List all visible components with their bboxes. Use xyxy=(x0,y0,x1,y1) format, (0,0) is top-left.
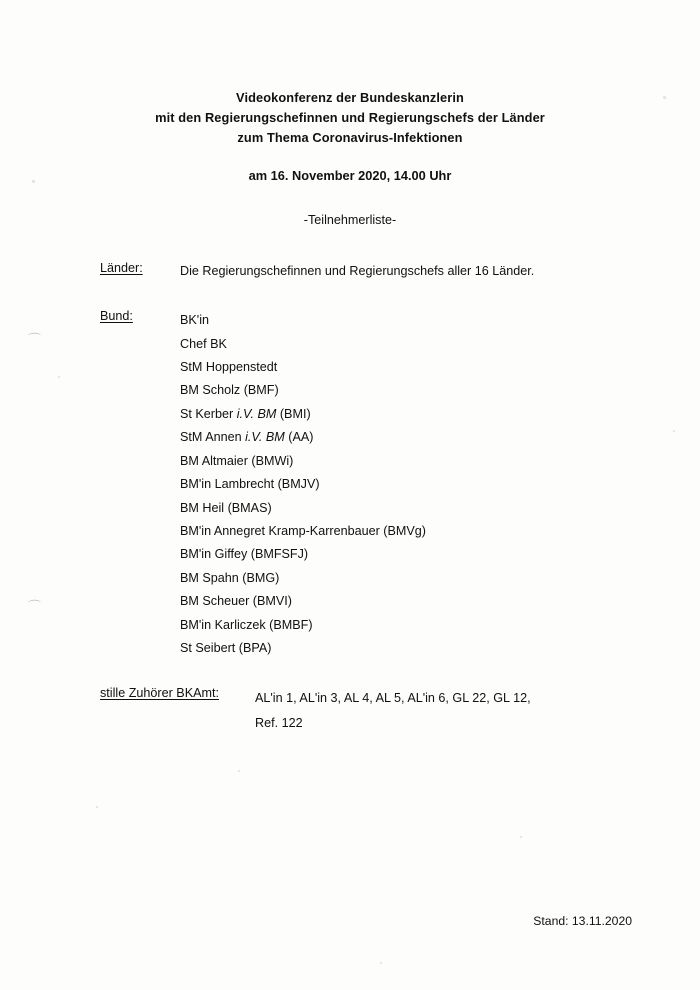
list-item: BM Heil (BMAS) xyxy=(180,500,272,515)
scan-speckle xyxy=(238,770,240,772)
section-bund xyxy=(0,309,700,660)
section-laender-text: Die Regierungschefinnen und Regierungschefs aller 16 Länder. xyxy=(180,264,535,279)
scan-smudge: ⌒ xyxy=(28,599,42,614)
document-subtitle: -Teilnehmerliste- xyxy=(303,213,397,228)
list-item: StM Hoppenstedt xyxy=(180,359,278,374)
scan-speckle xyxy=(96,806,98,808)
document-status-date: Stand: 13.11.2020 xyxy=(533,914,632,928)
section-laender-label: Länder: xyxy=(100,261,143,276)
list-item: BM Altmaier (BMWi) xyxy=(180,453,294,468)
list-item: BM Scholz (BMF) xyxy=(180,383,279,398)
list-item: BM'in Annegret Kramp-Karrenbauer (BMVg) xyxy=(180,523,426,538)
title-line-2: mit den Regierungschefinnen und Regierungschefs der Länder xyxy=(155,109,545,125)
list-item: Chef BK xyxy=(180,336,227,351)
list-item: BM'in Giffey (BMFSFJ) xyxy=(180,547,309,562)
section-stille-zuhoerer xyxy=(0,686,700,735)
list-item: St Seibert (BPA) xyxy=(180,641,272,656)
scan-smudge: ⌒ xyxy=(28,332,42,347)
section-stille-zuhoerer-body xyxy=(255,686,531,735)
list-item: BM'in Lambrecht (BMJV) xyxy=(180,477,320,492)
section-bund-label: Bund: xyxy=(100,309,133,324)
title-line-1: Videokonferenz der Bundeskanzlerin xyxy=(236,90,464,105)
list-item: BK'in xyxy=(180,313,210,328)
scan-speckle xyxy=(380,962,382,964)
meeting-datetime: am 16. November 2020, 14.00 Uhr xyxy=(248,168,452,184)
zuhoerer-line-2: Ref. 122 xyxy=(255,716,303,731)
list-item: BM Scheuer (BMVI) xyxy=(180,594,292,609)
participant-list xyxy=(180,309,426,660)
section-bund-body xyxy=(180,309,426,660)
title-line-3: zum Thema Coronavirus-Infektionen xyxy=(237,129,463,145)
list-item: BM'in Karliczek (BMBF) xyxy=(180,617,313,632)
list-item: StM Annen i.V. BM (AA) xyxy=(180,430,314,445)
list-item: St Kerber i.V. BM (BMI) xyxy=(180,406,311,421)
document-title xyxy=(0,88,700,147)
section-laender xyxy=(0,261,700,283)
list-item: BM Spahn (BMG) xyxy=(180,570,280,585)
zuhoerer-line-1: AL'in 1, AL'in 3, AL 4, AL 5, AL'in 6, GL 22, GL 12, xyxy=(255,691,531,706)
section-stille-zuhoerer-label: stille Zuhörer BKAmt: xyxy=(100,686,219,701)
scan-speckle xyxy=(520,836,522,838)
